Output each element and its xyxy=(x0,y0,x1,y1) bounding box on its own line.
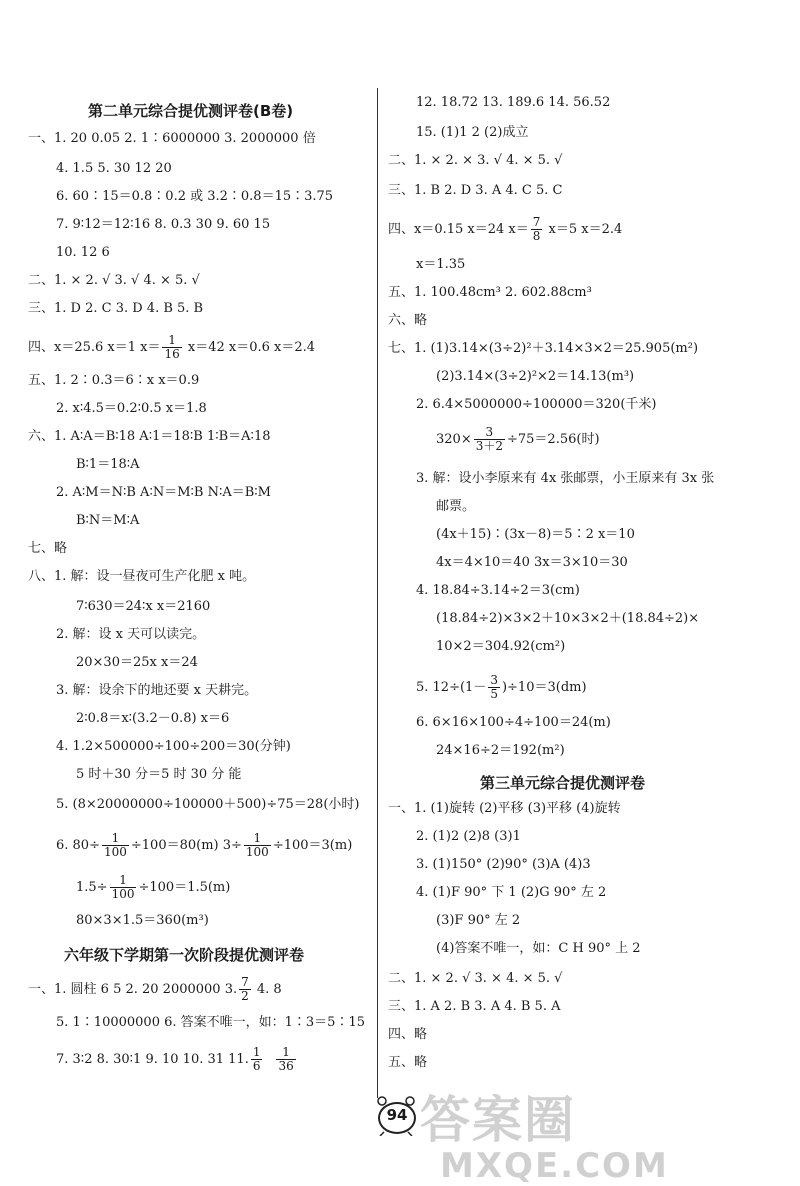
answer-line: 320× $\frac{3}{3+2}$ ÷75＝2.56(时) xyxy=(436,425,600,453)
answer-line: 5. 1∶10000000 6. 答案不唯一，如：1∶3＝5∶15 xyxy=(56,1015,365,1030)
answer-line: 4x＝4×10＝40 3x＝3×10＝30 xyxy=(436,555,628,570)
answer-line: 二、1. × 2. × 3. √ 4. × 5. √ xyxy=(388,153,563,168)
answer-line: 三、1. D 2. C 3. D 4. B 5. B xyxy=(28,301,204,316)
answer-line: 3. 解：设余下的地还要 x 天耕完。 xyxy=(56,683,258,698)
answer-line: 五、略 xyxy=(388,1055,428,1070)
fraction: $\frac{3}{3+2}$ xyxy=(475,425,503,453)
answer-line: 3. (1)150° (2)90° (3)A (4)3 xyxy=(416,857,591,872)
fraction: $\frac{1}{100}$ xyxy=(111,873,135,901)
answer-line: 五、1. 2∶0.3＝6∶x x＝0.9 xyxy=(28,373,200,388)
section-title-stage-test: 六年级下学期第一次阶段提优测评卷 xyxy=(64,946,305,964)
answer-line: 20×30＝25x x＝24 xyxy=(76,655,198,670)
answer-line: 2∶0.8＝x∶(3.2－0.8) x＝6 xyxy=(76,711,230,726)
fraction: $\frac{1}{100}$ xyxy=(245,831,269,859)
page-number: 94 xyxy=(386,1106,408,1124)
answer-line: 一、1. 20 0.05 2. 1∶6000000 3. 2000000 倍 xyxy=(28,131,316,146)
answer-line: 一、1. 圆柱 6 5 2. 20 2000000 3. $\frac{7}{2}$ 4. 8 xyxy=(28,975,282,1003)
answer-line: 7. 3∶2 8. 30∶1 9. 10 10. 31 11. $\frac{1}{6}$ $\frac{1}{36}$ xyxy=(56,1045,294,1073)
answer-line: B∶1＝18∶A xyxy=(76,457,140,472)
answer-line: 2. 解：设 x 天可以读完。 xyxy=(56,627,206,642)
fraction: $\frac{7}{8}$ xyxy=(532,215,541,243)
answer-line: 80×3×1.5＝360(m³) xyxy=(76,913,209,928)
answer-line: 6. 6×16×100÷4÷100＝24(m) xyxy=(416,715,611,730)
answer-line: 4. 1.5 5. 30 12 20 xyxy=(56,161,172,176)
answer-line: 三、1. A 2. B 3. A 4. B 5. A xyxy=(388,999,561,1014)
answer-line: x＝1.35 xyxy=(416,257,466,272)
answer-line: 3. 解：设小李原来有 4x 张邮票，小王原来有 3x 张 xyxy=(416,471,715,486)
answer-line: 7∶630＝24∶x x＝2160 xyxy=(76,599,211,614)
answer-line: 2. A∶M＝N∶B A∶N＝M∶B N∶A＝B∶M xyxy=(56,485,271,500)
watermark-logo-text: 答案圈 xyxy=(420,1091,576,1149)
fraction: $\frac{1}{6}$ xyxy=(252,1045,261,1073)
answer-line: 10×2＝304.92(cm²) xyxy=(436,639,566,654)
answer-line: 2. 6.4×5000000÷100000＝320(千米) xyxy=(416,397,657,412)
answer-line: (4)答案不唯一，如：C H 90° 上 2 xyxy=(436,941,641,956)
answer-line: 六、1. A∶A＝B∶18 A∶1＝18∶B 1∶B＝A∶18 xyxy=(28,429,271,444)
answer-line: 七、1. (1)3.14×(3÷2)²＋3.14×3×2＝25.905(m²) xyxy=(388,341,699,356)
answer-line: 6. 60∶15＝0.8∶0.2 或 3.2∶0.8＝15∶3.75 xyxy=(56,189,334,204)
answer-line: 四、略 xyxy=(388,1027,428,1042)
fraction: $\frac{7}{2}$ xyxy=(241,975,249,1003)
answer-line: (3)F 90° 左 2 xyxy=(436,913,521,928)
watermark-url: MXQE.COM xyxy=(440,1146,669,1186)
watermark xyxy=(420,1080,669,1186)
answer-line: 五、1. 100.48cm³ 2. 602.88cm³ xyxy=(388,285,592,300)
answer-line: 12. 18.72 13. 189.6 14. 56.52 xyxy=(416,95,611,110)
answer-line: (18.84÷2)×3×2＋10×3×2＋(18.84÷2)× xyxy=(436,611,700,626)
section-title-unit2: 第二单元综合提优测评卷(B卷) xyxy=(88,102,294,120)
answer-line: 七、略 xyxy=(28,541,68,556)
answer-line: 六、略 xyxy=(388,313,428,328)
fraction: $\frac{1}{16}$ xyxy=(164,333,180,361)
answer-line: 邮票。 xyxy=(436,499,476,514)
answer-line: 2. x∶4.5＝0.2∶0.5 x＝1.8 xyxy=(56,401,207,416)
answer-line: 四、x＝25.6 x＝1 x＝ $\frac{1}{16}$ x＝42 x＝0.6 x＝2.4 xyxy=(28,333,316,361)
answer-line: 四、x＝0.15 x＝24 x＝ $\frac{7}{8}$ x＝5 x＝2.4 xyxy=(388,215,623,243)
answer-line: 10. 12 6 xyxy=(56,245,110,260)
answer-line: 二、1. × 2. √ 3. × 4. × 5. √ xyxy=(388,971,563,986)
answer-line: 7. 9∶12＝12∶16 8. 0.3 30 9. 60 15 xyxy=(56,217,271,232)
answer-line: 2. (1)2 (2)8 (3)1 xyxy=(416,829,521,844)
answer-line: 三、1. B 2. D 3. A 4. C 5. C xyxy=(388,183,563,198)
answer-line: 4. 1.2×500000÷100÷200＝30(分钟) xyxy=(56,739,291,754)
column-divider xyxy=(377,88,378,1098)
answer-line: 15. (1)1 2 (2)成立 xyxy=(416,125,529,140)
answer-line: 5 时＋30 分＝5 时 30 分 能 xyxy=(76,767,242,782)
answer-line: 二、1. × 2. √ 3. √ 4. × 5. √ xyxy=(28,273,200,288)
answer-line: 5. 12÷(1－ $\frac{3}{5}$ )÷10＝3(dm) xyxy=(416,673,587,701)
answer-line: 八、1. 解：设一昼夜可生产化肥 x 吨。 xyxy=(28,569,256,584)
answer-line: 24×16÷2＝192(m²) xyxy=(436,743,565,758)
page-number-badge xyxy=(366,1092,426,1136)
answer-line: (2)3.14×(3÷2)²×2＝14.13(m³) xyxy=(436,369,635,384)
fraction: $\frac{3}{5}$ xyxy=(490,673,498,701)
answer-line: (4x＋15)∶(3x－8)＝5∶2 x＝10 xyxy=(436,527,635,542)
answer-line: 4. 18.84÷3.14÷2＝3(cm) xyxy=(416,583,580,598)
answer-line: 一、1. (1)旋转 (2)平移 (3)平移 (4)旋转 xyxy=(388,801,621,816)
answer-line: 6. 80÷ $\frac{1}{100}$ ÷100＝80(m) 3÷ $\frac{1}{100}$ ÷100＝3(m) xyxy=(56,831,353,859)
answer-line: 1.5÷ $\frac{1}{100}$ ÷100＝1.5(m) xyxy=(76,873,231,901)
answer-line: B∶N＝M∶A xyxy=(76,513,140,528)
fraction: $\frac{1}{36}$ xyxy=(278,1045,294,1073)
answer-line: 5. (8×20000000÷100000＋500)÷75＝28(小时) xyxy=(56,797,360,812)
section-title-unit3: 第三单元综合提优测评卷 xyxy=(480,774,646,792)
answer-line: 4. (1)F 90° 下 1 (2)G 90° 左 2 xyxy=(416,885,607,900)
fraction: $\frac{1}{100}$ xyxy=(103,831,127,859)
